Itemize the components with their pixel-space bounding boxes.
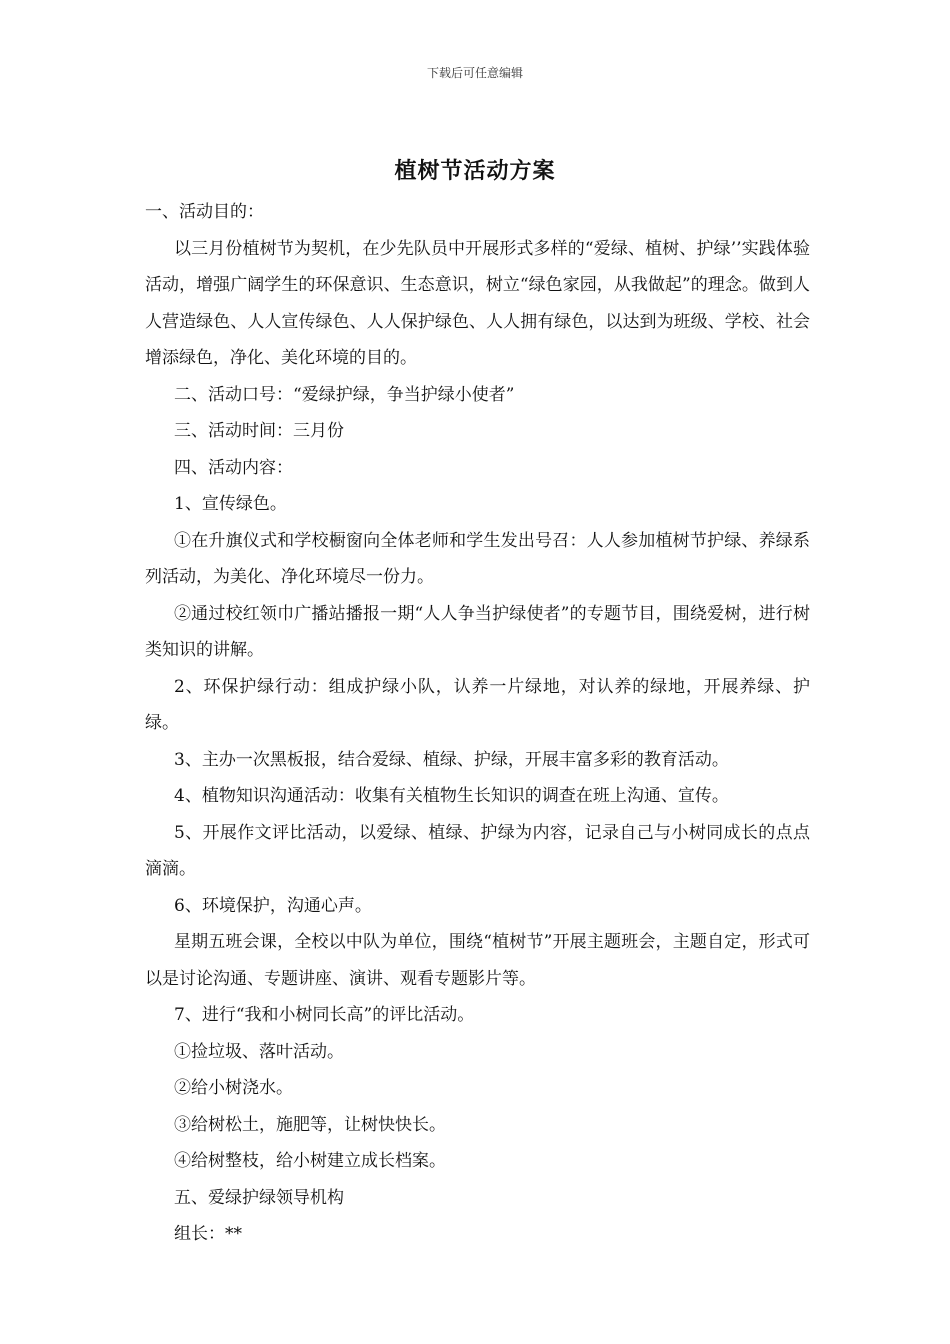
list-item: 4、植物知识沟通活动：收集有关植物生长知识的调查在班上沟通、宣传。 (174, 786, 729, 806)
list-item: 6、环境保护，沟通心声。 (174, 895, 372, 916)
document-body (145, 194, 810, 1253)
section-heading: 三、活动时间：三月份 (174, 421, 344, 441)
section-heading: 一、活动目的： (145, 202, 264, 222)
list-item: 2、环保护绿行动：组成护绿小队，认养一片绿地，对认养的绿地，开展养绿、护绿。 (145, 676, 810, 733)
list-item: 1、宣传绿色。 (174, 494, 287, 514)
paragraph: 以三月份植树节为契机，在少先队员中开展形式多样的“爱绿、植树、护绿’’实践体验活动，增强广阔学生的环保意识、生态意识，树立“绿色家园，从我做起”的理念。做到人人营造绿色、人人宣传绿色、人人保护绿色、人人拥有绿色，以达到为班级、学校、社会增添绿色，净化、美化环境的目的。 (145, 238, 810, 368)
page-header-note: 下载后可任意编辑 (426, 66, 523, 80)
list-item: 7、进行“我和小树同长高”的评比活动。 (174, 1005, 475, 1025)
list-item: ④给树整枝，给小树建立成长档案。 (174, 1151, 446, 1171)
paragraph: 组长：** (174, 1224, 242, 1244)
section-heading: 二、活动口号：“爱绿护绿，争当护绿小使者” (174, 384, 515, 405)
list-item: ①捡垃圾、落叶活动。 (174, 1041, 344, 1062)
list-item: ②给小树浇水。 (174, 1078, 293, 1098)
list-item: 3、主办一次黑板报，结合爱绿、植绿、护绿，开展丰富多彩的教育活动。 (174, 749, 729, 770)
section-heading: 四、活动内容： (174, 457, 293, 478)
section-heading: 五、爱绿护绿领导机构 (174, 1187, 344, 1208)
document-title: 植树节活动方案 (394, 158, 556, 184)
list-item: ③给树松土，施肥等，让树快快长。 (174, 1114, 446, 1135)
list-item: ②通过校红领巾广播站播报一期“人人争当护绿使者”的专题节目，围绕爱树，进行树类知识的讲解。 (145, 603, 810, 660)
list-item: ①在升旗仪式和学校橱窗向全体老师和学生发出号召：人人参加植树节护绿、养绿系列活动，为美化、净化环境尽一份力。 (145, 530, 810, 587)
paragraph: 星期五班会课，全校以中队为单位，围绕“植树节”开展主题班会，主题自定，形式可以是讨论沟通、专题讲座、演讲、观看专题影片等。 (145, 932, 810, 989)
list-item: 5、开展作文评比活动，以爱绿、植绿、护绿为内容，记录自己与小树同成长的点点滴滴。 (145, 822, 810, 879)
